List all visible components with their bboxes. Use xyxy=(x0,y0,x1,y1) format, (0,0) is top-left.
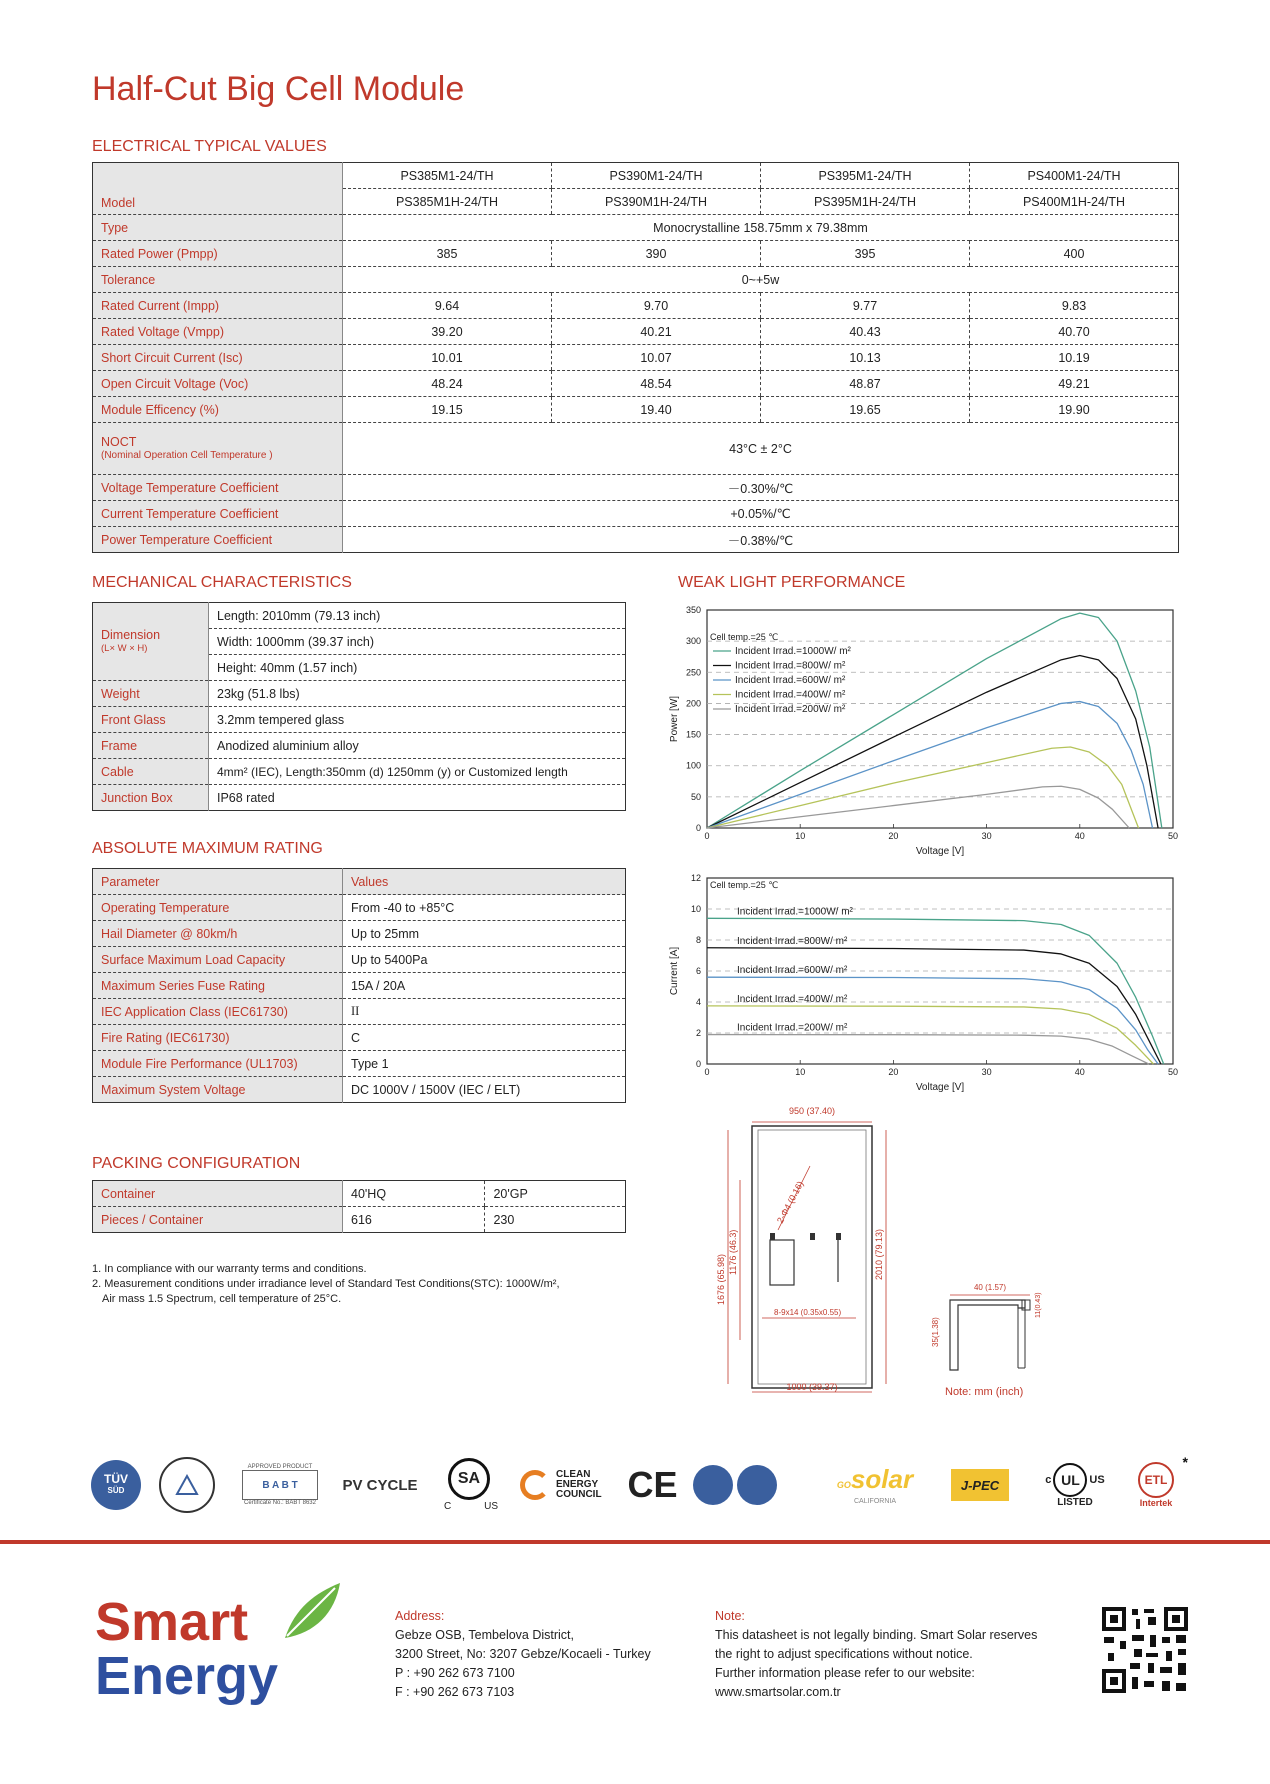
pieces-label: Pieces / Container xyxy=(93,1207,343,1233)
ce-logo: CE xyxy=(627,1464,678,1505)
qr-code[interactable] xyxy=(1100,1605,1190,1695)
rated-current-label: Rated Current (Impp) xyxy=(93,293,343,319)
length-value: Length: 2010mm (79.13 inch) xyxy=(209,603,626,629)
value-cell: 400 xyxy=(970,241,1179,267)
footnote-2: 2. Measurement conditions under irradiance level of Standard Test Conditions(STC): 1000W/m², xyxy=(92,1278,560,1290)
ctc-label: Current Temperature Coefficient xyxy=(93,501,343,527)
cec-line3: COUNCIL xyxy=(556,1489,602,1500)
value-cell: 10.01 xyxy=(343,345,552,371)
ctc-value: +0.05%/℃ xyxy=(343,501,1179,527)
ul-mark: UL xyxy=(1053,1463,1087,1497)
pieces-value: 230 xyxy=(485,1207,626,1233)
babt-mark: B A B T xyxy=(242,1470,318,1500)
value-cell: 19.15 xyxy=(343,397,552,423)
amr-header-param: Parameter xyxy=(93,869,343,895)
x-tick-label: 0 xyxy=(704,1067,710,1077)
tolerance-label: Tolerance xyxy=(93,267,343,293)
cec-logo xyxy=(520,1455,610,1515)
glass-label: Front Glass xyxy=(93,707,209,733)
tuv-pair-logo xyxy=(690,1455,780,1515)
hole-dimension-a: 2-Φ4 (0.16) xyxy=(774,1179,806,1225)
type-label: Type xyxy=(93,215,343,241)
value-cell: 385 xyxy=(343,241,552,267)
cec-line2: ENERGY xyxy=(556,1479,599,1490)
babt-logo xyxy=(240,1455,320,1515)
amr-value: II xyxy=(343,999,626,1025)
voc-label: Open Circuit Voltage (Voc) xyxy=(93,371,343,397)
value-cell: 9.70 xyxy=(552,293,761,319)
frame-value: Anodized aluminium alloy xyxy=(209,733,626,759)
ptc-label: Power Temperature Coefficient xyxy=(93,527,343,553)
y-tick-label: 100 xyxy=(685,760,701,771)
gosolar-text: solar xyxy=(850,1463,914,1494)
y-tick-label: 350 xyxy=(685,605,701,615)
csa-c: C xyxy=(444,1501,452,1512)
value-cell: 9.64 xyxy=(343,293,552,319)
page-title: Half-Cut Big Cell Module xyxy=(92,70,465,108)
model-cell: PS390M1H-24/TH xyxy=(552,189,761,215)
value-cell: 10.07 xyxy=(552,345,761,371)
gosolar-go: GO xyxy=(836,1479,851,1490)
model-cell: PS390M1-24/TH xyxy=(552,163,761,189)
y-tick-label: 10 xyxy=(690,904,701,914)
eff-label: Module Efficency (%) xyxy=(93,397,343,423)
leaf-icon xyxy=(275,1578,345,1648)
tuv-subtext: SÜD xyxy=(107,1486,125,1495)
amr-header-values: Values xyxy=(343,869,626,895)
dimension-title: Dimension xyxy=(101,627,161,642)
amr-table xyxy=(92,868,626,1103)
container-label: Container xyxy=(93,1181,343,1207)
ptc-value: －0.38%/℃ xyxy=(727,533,794,548)
cable-label: Cable xyxy=(93,759,209,785)
type-value: Monocrystalline 158.75mm x 79.38mm xyxy=(343,215,1179,241)
address-line: 3200 Street, No: 3207 Gebze/Kocaeli - Turkey xyxy=(395,1647,651,1661)
electrical-table xyxy=(92,162,1179,553)
mechanical-table xyxy=(92,602,626,811)
note-label: Note: xyxy=(715,1609,745,1623)
height-value: Height: 40mm (1.57 inch) xyxy=(209,655,626,681)
series-label: Incident Irrad.=200W/ m² xyxy=(737,1022,848,1034)
top-dimension: 950 (37.40) xyxy=(788,1106,836,1116)
ul-us: US xyxy=(1089,1473,1105,1486)
amr-value: C xyxy=(343,1025,626,1051)
footer-divider xyxy=(0,1540,1270,1544)
y-tick-label: 50 xyxy=(690,791,701,802)
etl-intertek: Intertek xyxy=(1139,1498,1173,1508)
side-top-dimension: 40 (1.57) xyxy=(973,1283,1007,1292)
amr-label: Surface Maximum Load Capacity xyxy=(93,947,343,973)
tuv-rheinland-logo xyxy=(152,1455,222,1515)
y-tick-label: 250 xyxy=(685,667,701,678)
amr-value: DC 1000V / 1500V (IEC / ELT) xyxy=(351,1082,521,1097)
x-tick-label: 10 xyxy=(795,831,806,841)
value-cell: 19.40 xyxy=(552,397,761,423)
csa-logo xyxy=(440,1455,502,1515)
weak-light-heading: WEAK LIGHT PERFORMANCE xyxy=(678,574,906,591)
side-left-dimension: 35(1.38) xyxy=(931,1317,940,1347)
rated-voltage-label: Rated Voltage (Vmpp) xyxy=(93,319,343,345)
amr-value: Type 1 xyxy=(343,1051,626,1077)
x-tick-label: 40 xyxy=(1074,1067,1085,1077)
x-tick-label: 30 xyxy=(981,1067,992,1077)
width-value: Width: 1000mm (39.37 inch) xyxy=(209,629,626,655)
jpec-text: J-PEC xyxy=(951,1469,1009,1501)
y-tick-label: 8 xyxy=(695,935,701,945)
value-cell: 40.43 xyxy=(761,319,970,345)
value-cell: 40.70 xyxy=(970,319,1179,345)
note-line: the right to adjust specifications without notice. xyxy=(715,1647,973,1661)
left-dimension-1: 1676 (65.98) xyxy=(716,1253,726,1305)
legend-label: Incident Irrad.=400W/ m² xyxy=(735,689,846,701)
tolerance-value: 0~+5w xyxy=(343,267,1179,293)
series-label: Incident Irrad.=400W/ m² xyxy=(737,993,848,1005)
vtc-value: －0.30%/℃ xyxy=(343,475,1179,501)
series-line xyxy=(707,786,1129,828)
noct-value: 43°C ± 2°C xyxy=(343,423,1179,475)
gosolar-logo xyxy=(825,1455,925,1515)
address-line: Gebze OSB, Tembelova District, xyxy=(395,1628,575,1642)
model-cell: PS385M1H-24/TH xyxy=(343,189,552,215)
left-dimension-2: 1176 (46.3) xyxy=(728,1229,738,1275)
ul-c: c xyxy=(1045,1473,1052,1486)
x-tick-label: 20 xyxy=(888,1067,899,1077)
module-side-view xyxy=(950,1295,1030,1370)
series-label: Incident Irrad.=800W/ m² xyxy=(737,935,848,947)
cell-temp-annotation: Cell temp.=25 ℃ xyxy=(710,880,779,890)
unit-note: Note: mm (inch) xyxy=(945,1386,1024,1398)
legend-label: Incident Irrad.=600W/ m² xyxy=(735,675,846,686)
jpec-logo xyxy=(950,1455,1010,1515)
address-line: F : +90 262 673 7103 xyxy=(395,1685,515,1699)
babt-certificate: Certificate No.: BABT 8632 xyxy=(244,1500,316,1506)
value-cell: 10.19 xyxy=(970,345,1179,371)
y-tick-label: 12 xyxy=(690,873,701,883)
series-line xyxy=(707,702,1152,828)
value-cell: 49.21 xyxy=(970,371,1179,397)
value-cell: 19.90 xyxy=(970,397,1179,423)
gosolar-sub: CALIFORNIA xyxy=(853,1497,896,1505)
cec-line1: CLEAN xyxy=(556,1469,591,1480)
model-label: Model xyxy=(93,163,343,215)
y-tick-label: 150 xyxy=(685,729,701,740)
cec-sun-icon xyxy=(520,1470,550,1500)
note-block xyxy=(715,1607,1037,1702)
pvcycle-logo: PV CYCLE xyxy=(342,1476,418,1494)
glass-value: 3.2mm tempered glass xyxy=(209,707,626,733)
frame-label: Frame xyxy=(93,733,209,759)
amr-label: Hail Diameter @ 80km/h xyxy=(93,921,343,947)
address-label: Address: xyxy=(395,1609,445,1623)
model-cell: PS400M1-24/TH xyxy=(970,163,1179,189)
value-cell: 9.77 xyxy=(761,293,970,319)
legend-label: Incident Irrad.=800W/ m² xyxy=(735,660,846,672)
y-tick-label: 2 xyxy=(695,1028,701,1038)
model-cell: PS400M1H-24/TH xyxy=(970,189,1179,215)
y-axis-label: Current [A] xyxy=(669,946,680,996)
logo-energy: Energy xyxy=(95,1646,279,1706)
legend-label: Incident Irrad.=200W/ m² xyxy=(735,704,846,715)
plot-frame xyxy=(707,610,1173,828)
weight-label: Weight xyxy=(93,681,209,707)
y-tick-label: 300 xyxy=(685,636,701,647)
value-cell: 40.21 xyxy=(552,319,761,345)
value-cell: 48.54 xyxy=(552,371,761,397)
y-tick-label: 200 xyxy=(685,698,701,709)
model-cell: PS395M1H-24/TH xyxy=(761,189,970,215)
x-tick-label: 50 xyxy=(1167,831,1179,841)
x-tick-label: 50 xyxy=(1167,1067,1179,1077)
amr-label: Maximum Series Fuse Rating xyxy=(93,973,343,999)
x-tick-label: 20 xyxy=(888,831,899,841)
amr-value: Up to 5400Pa xyxy=(343,947,626,973)
dimension-subtitle: (L× W × H) xyxy=(101,642,148,654)
ul-logo xyxy=(1040,1455,1110,1515)
model-cell: PS385M1-24/TH xyxy=(343,163,552,189)
etl-mark: ETL xyxy=(1138,1462,1174,1498)
footnote-3: Air mass 1.5 Spectrum, cell temperature of 25°C. xyxy=(102,1293,342,1305)
y-tick-label: 0 xyxy=(695,823,701,833)
series-line xyxy=(707,977,1158,1064)
power-voltage-chart xyxy=(655,600,1185,865)
amr-label: IEC Application Class (IEC61730) xyxy=(93,999,343,1025)
noct-title: NOCT xyxy=(101,434,137,449)
amr-label: Operating Temperature xyxy=(93,895,343,921)
amr-label: Module Fire Performance (UL1703) xyxy=(93,1051,343,1077)
x-axis-label: Voltage [V] xyxy=(915,1082,965,1093)
noct-subtitle: (Nominal Operation Cell Temperature ) xyxy=(101,449,273,461)
current-voltage-chart xyxy=(655,868,1185,1098)
x-axis-label: Voltage [V] xyxy=(915,846,965,857)
ul-listed: LISTED xyxy=(1057,1496,1093,1508)
right-dimension: 2010 (79.13) xyxy=(874,1228,884,1280)
dimension-label xyxy=(93,603,209,681)
website-link[interactable]: www.smartsolar.com.tr xyxy=(715,1685,841,1699)
vtc-label: Voltage Temperature Coefficient xyxy=(93,475,343,501)
mechanical-heading: MECHANICAL CHARACTERISTICS xyxy=(92,574,352,591)
smart-energy-logo xyxy=(95,1592,279,1706)
module-front-view xyxy=(728,1122,886,1392)
footnotes xyxy=(92,1262,560,1307)
amr-label: Maximum System Voltage xyxy=(93,1077,343,1103)
jbox-label: Junction Box xyxy=(93,785,209,811)
noct-label xyxy=(93,423,343,475)
y-tick-label: 6 xyxy=(695,966,701,976)
weight-value: 23kg (51.8 lbs) xyxy=(209,681,626,707)
amr-heading: ABSOLUTE MAXIMUM RATING xyxy=(92,840,323,857)
pieces-value: 616 xyxy=(351,1212,372,1227)
x-tick-label: 30 xyxy=(981,831,992,841)
note-line: Further information please refer to our website: xyxy=(715,1666,975,1680)
rated-power-label: Rated Power (Pmpp) xyxy=(93,241,343,267)
value-cell: 10.13 xyxy=(761,345,970,371)
bottom-dimension: 1000 (39.37) xyxy=(786,1382,838,1392)
x-tick-label: 10 xyxy=(795,1067,806,1077)
x-tick-label: 40 xyxy=(1074,831,1085,841)
note-line: This datasheet is not legally binding. Smart Solar reserves xyxy=(715,1628,1038,1642)
amr-value: From -40 to +85°C xyxy=(343,895,626,921)
module-dimension-drawing xyxy=(700,1100,1060,1400)
babt-approved: APPROVED PRODUCT xyxy=(247,1464,313,1470)
amr-value: 15A / 20A xyxy=(343,973,626,999)
container-value: 20'GP xyxy=(485,1181,626,1207)
value-cell: 390 xyxy=(552,241,761,267)
cell-temp-annotation: Cell temp.=25 ℃ xyxy=(710,632,779,642)
value-cell: 395 xyxy=(761,241,970,267)
packing-heading: PACKING CONFIGURATION xyxy=(92,1155,301,1172)
tuv-text: TÜV xyxy=(104,1472,128,1486)
etl-logo xyxy=(1125,1455,1187,1515)
csa-mark: SA xyxy=(448,1458,490,1500)
value-cell: 39.20 xyxy=(343,319,552,345)
container-value: 40'HQ xyxy=(343,1181,485,1207)
amr-value: Up to 25mm xyxy=(343,921,626,947)
address-line: P : +90 262 673 7100 xyxy=(395,1666,515,1680)
electrical-heading: ELECTRICAL TYPICAL VALUES xyxy=(92,138,327,155)
series-label: Incident Irrad.=600W/ m² xyxy=(737,965,848,977)
csa-us: US xyxy=(484,1501,498,1512)
footnote-1: 1. In compliance with our warranty terms and conditions. xyxy=(92,1263,367,1275)
jbox-value: IP68 rated xyxy=(217,790,275,805)
amr-label: Fire Rating (IEC61730) xyxy=(93,1025,343,1051)
value-cell: 9.83 xyxy=(970,293,1179,319)
series-line xyxy=(707,1035,1149,1064)
hole-dimension-b: 8-9x14 (0.35x0.55) xyxy=(774,1308,842,1317)
value-cell: 19.65 xyxy=(761,397,970,423)
packing-table xyxy=(92,1180,626,1233)
side-right-dimension: 11(0.43) xyxy=(1035,1292,1042,1318)
value-cell: 48.87 xyxy=(761,371,970,397)
legend-label: Incident Irrad.=1000W/ m² xyxy=(735,646,851,657)
certifications-row xyxy=(90,1455,1190,1515)
logo-smart: Smart xyxy=(95,1592,249,1652)
model-cell: PS395M1-24/TH xyxy=(761,163,970,189)
value-cell: 48.24 xyxy=(343,371,552,397)
x-tick-label: 0 xyxy=(704,831,710,841)
series-label: Incident Irrad.=1000W/ m² xyxy=(737,906,853,918)
isc-label: Short Circuit Current (Isc) xyxy=(93,345,343,371)
y-tick-label: 4 xyxy=(695,997,701,1007)
y-tick-label: 0 xyxy=(695,1059,701,1069)
y-axis-label: Power [W] xyxy=(669,695,680,743)
etl-star: * xyxy=(1182,1454,1188,1470)
tuv-logo xyxy=(90,1455,142,1515)
cable-value: 4mm² (IEC), Length:350mm (d) 1250mm (y) or Customized length xyxy=(209,759,626,785)
address-block xyxy=(395,1607,651,1702)
